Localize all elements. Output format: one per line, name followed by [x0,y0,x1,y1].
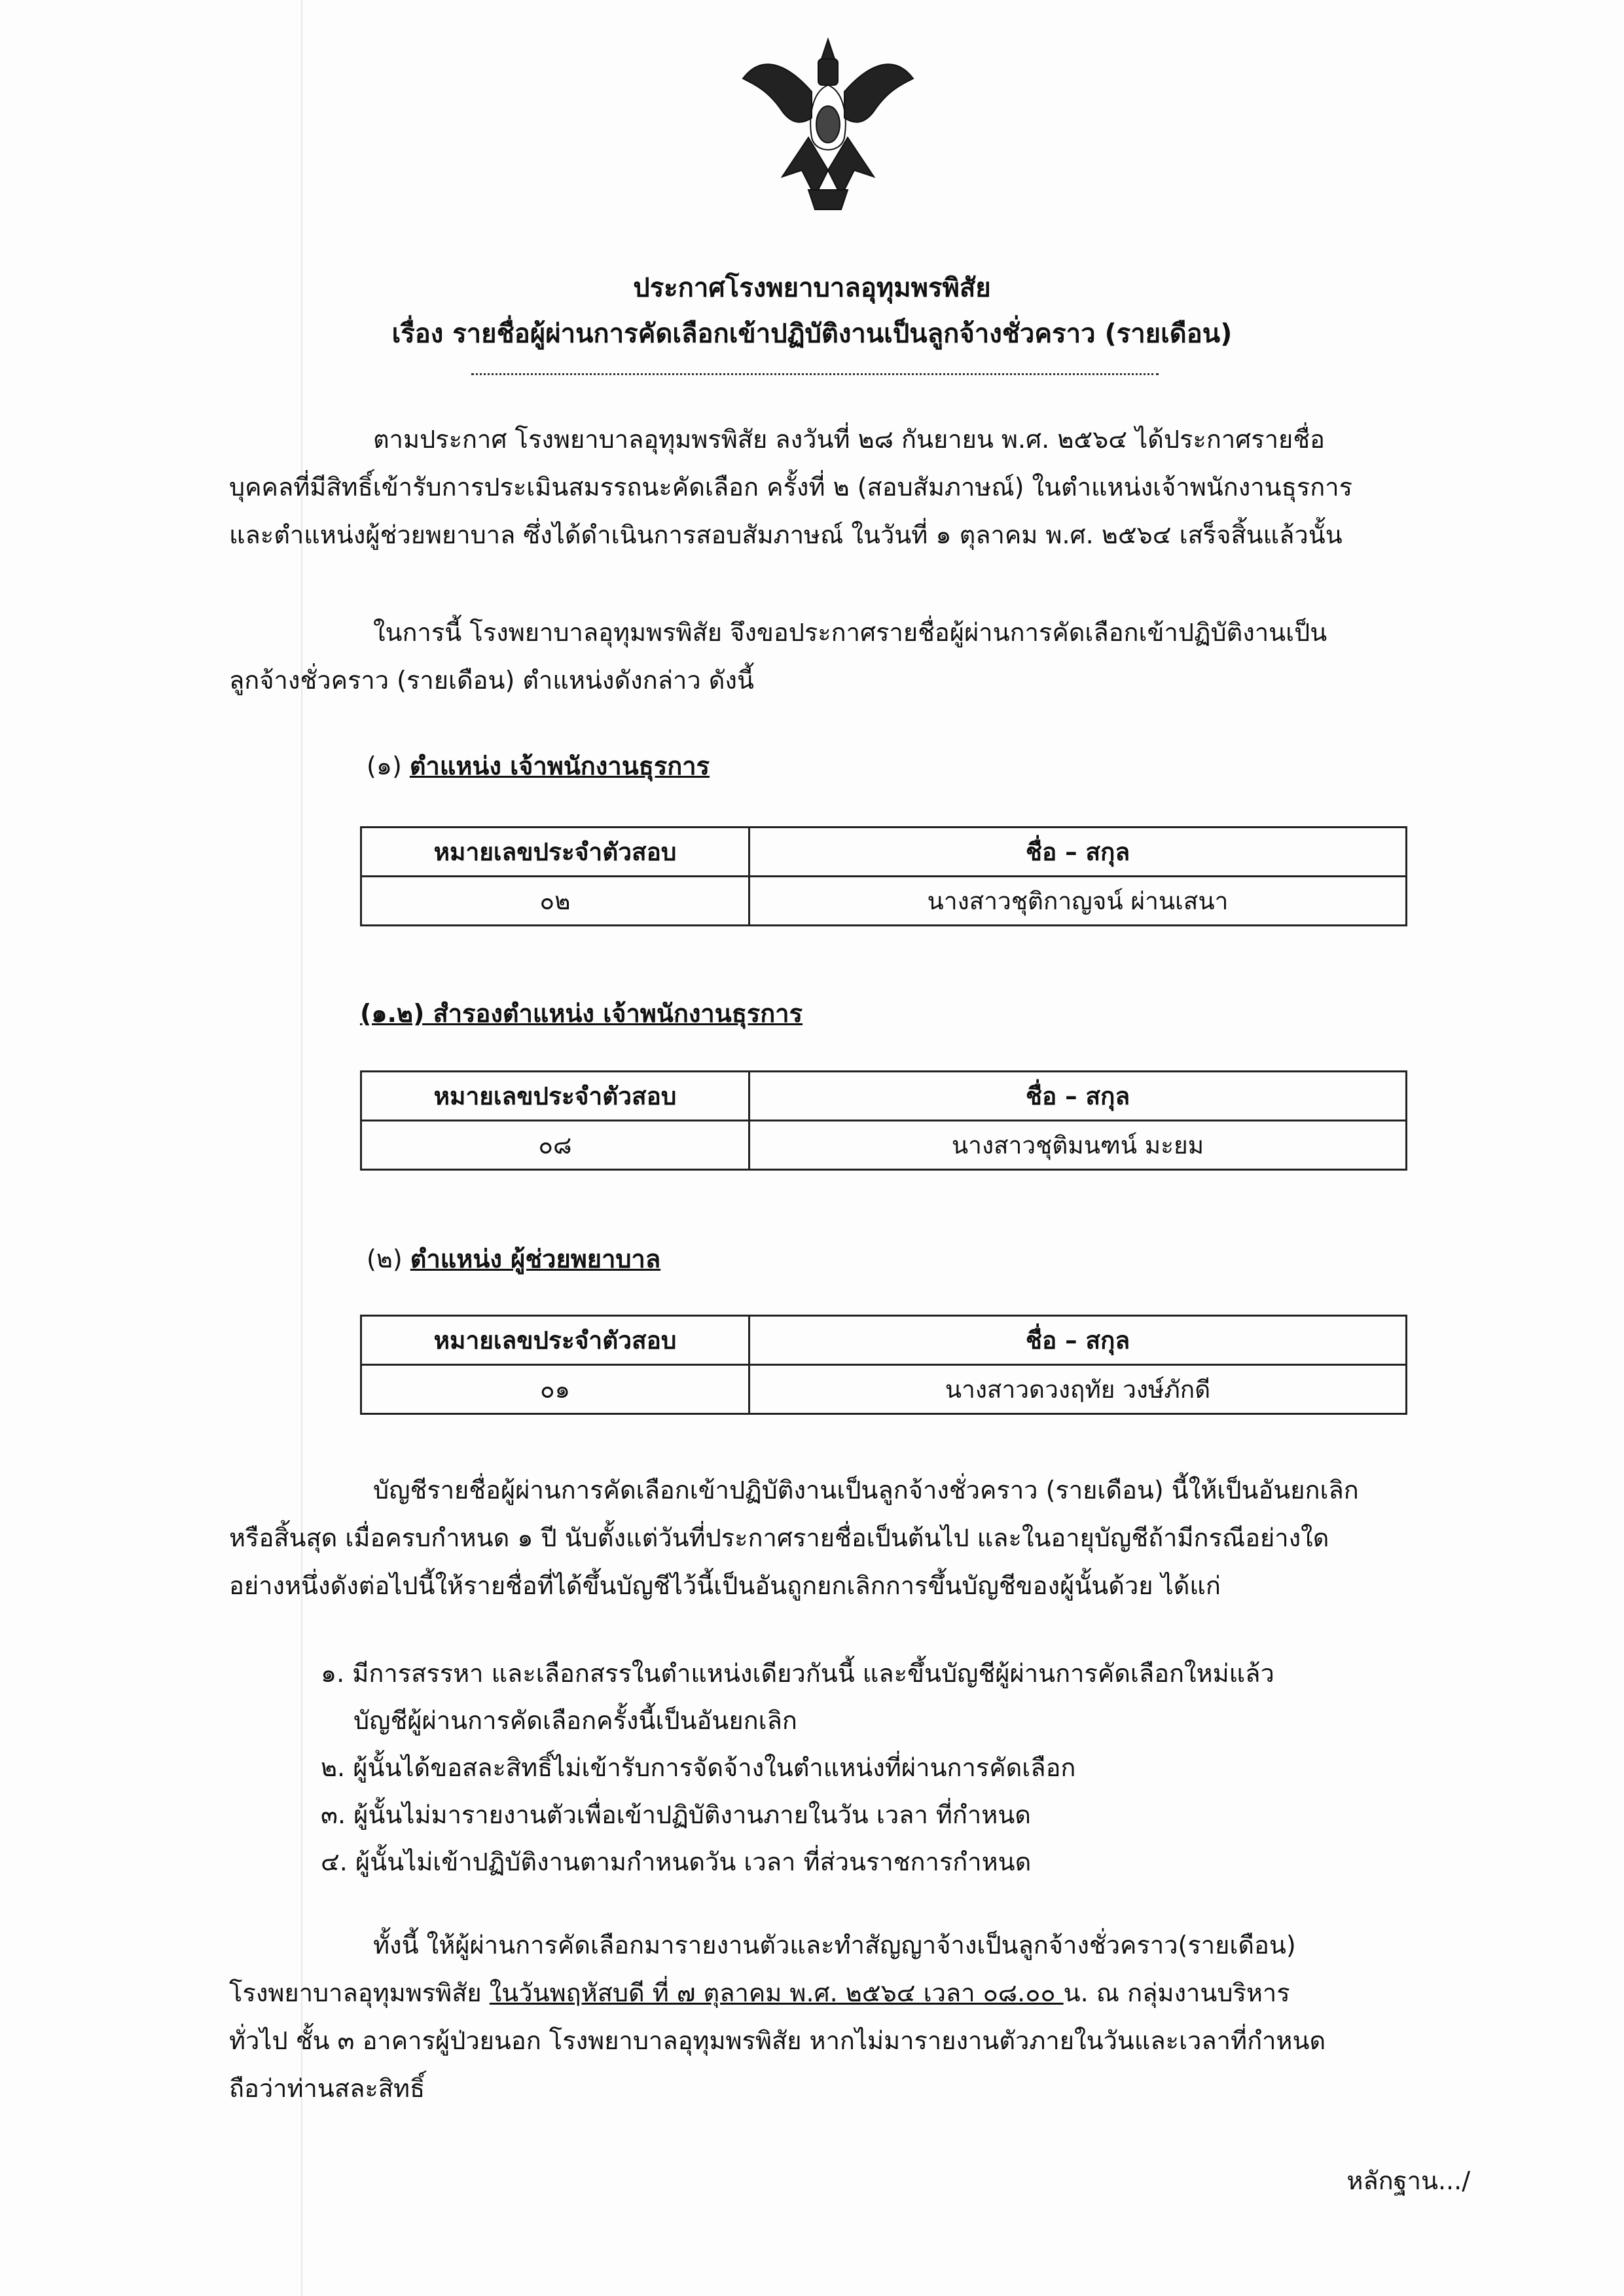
section-heading-1-2 [360,994,803,1033]
text-line: ทั้งนี้ ให้ผู้ผ่านการคัดเลือกมารายงานตัวและทำสัญญาจ้างเป็นลูกจ้างชั่วคราว(รายเดือน) [373,1931,1296,1959]
column-header-id: หมายเลขประจำตัวสอบ [361,1072,749,1121]
name-cell: นางสาวดวงฤทัย วงษ์ภักดี [749,1365,1407,1414]
table-row [361,1365,1407,1414]
text-segment: โรงพยาบาลอุทุมพรพิสัย [229,1978,490,2007]
text-line: ตามประกาศ โรงพยาบาลอุทุมพรพิสัย ลงวันที่ ๒๘ กันยายน พ.ศ. ๒๕๖๔ ได้ประกาศรายชื่อ [373,425,1325,454]
exam-id-cell: ๐๘ [361,1121,749,1170]
table-row [361,877,1407,926]
document-title: ประกาศโรงพยาบาลอุทุมพรพิสัย [633,273,991,303]
validity-paragraph [229,1467,1473,1610]
section-heading-2 [367,1239,660,1279]
conditions-list [321,1650,1499,1886]
list-item: ๓. ผู้นั้นไม่มารายงานตัวเพื่อเข้าปฏิบัติงานภายในวัน เวลา ที่กำหนด [321,1800,1031,1829]
section-heading-1 [367,746,710,786]
table-header-row [361,1316,1407,1365]
report-date-underlined: ในวันพฤหัสบดี ที่ ๗ ตุลาคม พ.ศ. ๒๕๖๔ เวลา ๐๘.๐๐ [489,1978,1064,2007]
list-item: ๑. มีการสรรหา และเลือกสรรในตำแหน่งเดียวกันนี้ และขึ้นบัญชีผู้ผ่านการคัดเลือกใหม่แล้ว [321,1659,1274,1688]
table-header-row [361,828,1407,877]
text-line: ทั่วไป ชั้น ๓ อาคารผู้ป่วยนอก โรงพยาบาลอุทุมพรพิสัย หากไม่มารายงานตัวภายในวันและเวลาที่กำหนด [229,2026,1326,2055]
text-line: บัญชีรายชื่อผู้ผ่านการคัดเลือกเข้าปฏิบัติงานเป็นลูกจ้างชั่วคราว (รายเดือน) นี้ให้เป็นอันยกเลิก [373,1476,1359,1504]
text-line: ในการนี้ โรงพยาบาลอุทุมพรพิสัย จึงขอประกาศรายชื่อผู้ผ่านการคัดเลือกเข้าปฏิบัติงานเป็น [373,618,1327,647]
exam-id-cell: ๐๒ [361,877,749,926]
section-prefix: (๑) [367,752,410,780]
announce-paragraph [229,609,1473,704]
text-line: ถือว่าท่านสละสิทธิ์ [229,2074,425,2103]
results-table-1 [360,826,1407,926]
list-item-continuation: บัญชีผู้ผ่านการคัดเลือกครั้งนี้เป็นอันยกเลิก [353,1706,797,1735]
section-title: ตำแหน่ง ผู้ช่วยพยาบาล [410,1245,661,1273]
text-line: อย่างหนึ่งดังต่อไปนี้ให้รายชื่อที่ได้ขึ้นบัญชีไว้นี้เป็นอันถูกยกเลิกการขึ้นบัญชีของผู้นั้นด้วย ได้แก่ [229,1571,1221,1600]
results-table-3 [360,1315,1407,1415]
table-row [361,1121,1407,1170]
list-item: ๒. ผู้นั้นได้ขอสละสิทธิ์ไม่เข้ารับการจัดจ้างในตำแหน่งที่ผ่านการคัดเลือก [321,1753,1076,1782]
name-cell: นางสาวชุติกาญจน์ ผ่านเสนา [749,877,1407,926]
table-header-row [361,1072,1407,1121]
intro-paragraph [229,416,1473,559]
results-table-2 [360,1070,1407,1171]
text-line: บุคคลที่มีสิทธิ์เข้ารับการประเมินสมรรถนะคัดเลือก ครั้งที่ ๒ (สอบสัมภาษณ์) ในตำแหน่งเจ้าพนักงานธุรการ [229,473,1352,501]
text-line [229,1969,1473,2017]
column-header-id: หมายเลขประจำตัวสอบ [361,828,749,877]
section-prefix: (๒) [367,1245,410,1273]
column-header-id: หมายเลขประจำตัวสอบ [361,1316,749,1365]
list-item: ๔. ผู้นั้นไม่เข้าปฏิบัติงานตามกำหนดวัน เวลา ที่ส่วนราชการกำหนด [321,1848,1032,1876]
section-title: (๑.๒) สำรองตำแหน่ง เจ้าพนักงานธุรการ [360,999,803,1028]
report-paragraph [229,1922,1473,2113]
column-header-name: ชื่อ – สกุล [749,1316,1407,1365]
page-continuation: หลักฐาน.../ [1346,2166,1470,2195]
garuda-emblem-icon [730,26,926,223]
text-line: และตำแหน่งผู้ช่วยพยาบาล ซึ่งได้ดำเนินการสอบสัมภาษณ์ ในวันที่ ๑ ตุลาคม พ.ศ. ๒๕๖๔ เสร็จสิ้นแล้วนั้น [229,520,1343,549]
name-cell: นางสาวชุติมนฑน์ มะยม [749,1121,1407,1170]
column-header-name: ชื่อ – สกุล [749,828,1407,877]
divider [471,373,1159,375]
document-subject: เรื่อง รายชื่อผู้ผ่านการคัดเลือกเข้าปฏิบัติงานเป็นลูกจ้างชั่วคราว (รายเดือน) [391,319,1233,349]
section-title: ตำแหน่ง เจ้าพนักงานธุรการ [409,752,710,780]
column-header-name: ชื่อ – สกุล [749,1072,1407,1121]
text-line: หรือสิ้นสุด เมื่อครบกำหนด ๑ ปี นับตั้งแต่วันที่ประกาศรายชื่อเป็นต้นไป และในอายุบัญชีถ้ามีกรณีอย่างใด [229,1523,1329,1552]
text-line: ลูกจ้างชั่วคราว (รายเดือน) ตำแหน่งดังกล่าว ดังนี้ [229,666,754,695]
text-segment: น. ณ กลุ่มงานบริหาร [1063,1978,1290,2007]
exam-id-cell: ๐๑ [361,1365,749,1414]
